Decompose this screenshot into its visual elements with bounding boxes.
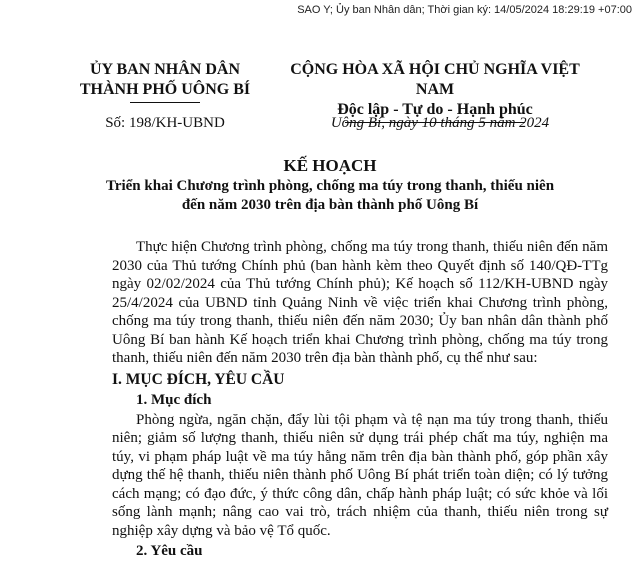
issuing-authority [70, 60, 260, 103]
purpose-paragraph: Phòng ngừa, ngăn chặn, đẩy lùi tội phạm và tệ nạn ma túy trong thanh, thiếu niên; giảm số lượng thanh, thiếu niên sử dụng trái phép chất ma túy, nghiện ma túy, vi phạm pháp luật về ma túy hằng năm trên địa bàn thành phố, góp phần xây dựng thế hệ thanh, thiếu niên thành phố Uông Bí phát triển toàn diện; có lý tưởng cách mạng; có đạo đức, ý thức công dân, chấp hành pháp luật; có sức khỏe và lối sống lành mạnh; nâng cao vai trò, trách nhiệm của thanh, thiếu niên trong sự nghiệp xây dựng và bảo vệ Tổ quốc. [112, 411, 608, 539]
document-body [112, 238, 608, 559]
section-heading: I. MỤC ĐÍCH, YÊU CẦU [112, 370, 285, 388]
place-and-date: Uông Bí, ngày 10 tháng 5 năm 2024 [330, 115, 550, 131]
intro-paragraph: Thực hiện Chương trình phòng, chống ma túy trong thanh, thiếu niên đến năm 2030 của Thủ tướng Chính phủ (ban hành kèm theo Quyết định số 140/QĐ-TTg ngày 02/02/2024 của Thủ tướng Chính phủ); Kế hoạch số 112/KH-UBND ngày 25/4/2024 của UBND tỉnh Quảng Ninh về việc triển khai Chương trình phòng, chống ma túy trong thanh, thiếu niên đến năm 2030; Ủy ban nhân dân thành phố Uông Bí ban hành Kế hoạch triển khai Chương trình phòng, chống ma túy trong thanh, thiếu niên đến năm 2030 trên địa bàn thành phố, cụ thể như sau: [112, 239, 608, 366]
document-title-block [60, 155, 600, 215]
authority-line-2: THÀNH PHỐ UÔNG BÍ [79, 81, 251, 98]
title-line-1: Triển khai Chương trình phòng, chống ma túy trong thanh, thiếu niên [105, 178, 555, 194]
title-line-2: đến năm 2030 trên địa bàn thành phố Uông Bí [181, 197, 479, 213]
subsection-heading: 1. Mục đích [136, 392, 212, 408]
document-type: KẾ HOẠCH [283, 156, 377, 175]
subsection-heading-cut: 2. Yêu cầu [136, 543, 203, 559]
authority-line-1: ỦY BAN NHÂN DÂN [89, 61, 241, 78]
authority-underline [130, 102, 200, 103]
national-header [270, 60, 600, 123]
document-number: Số: 198/KH-UBND [105, 115, 225, 131]
country-name: CỘNG HÒA XÃ HỘI CHỦ NGHĨA VIỆT NAM [290, 61, 580, 98]
digital-signature-stamp: SAO Y; Ủy ban Nhân dân; Thời gian ký: 14/05/2024 18:29:19 +07:00 [297, 4, 632, 16]
national-motto: Độc lập - Tự do - Hạnh phúc [337, 101, 533, 118]
